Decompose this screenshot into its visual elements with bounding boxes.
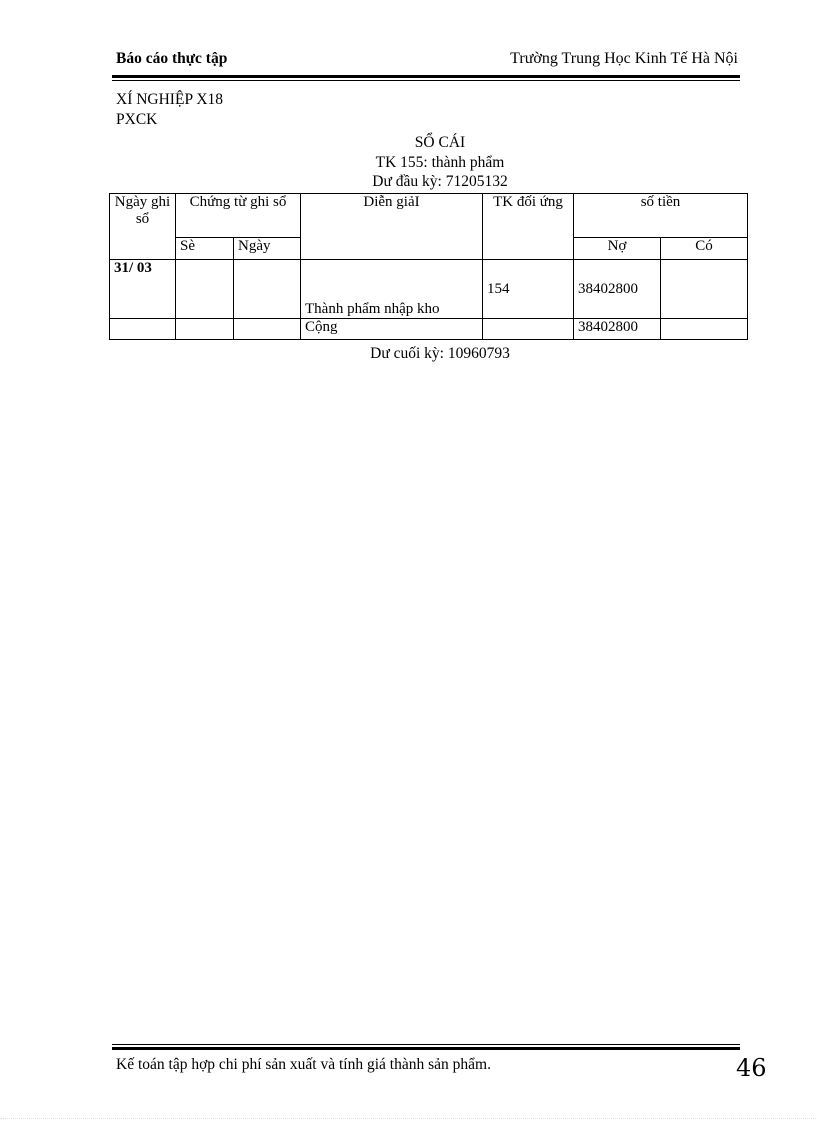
cell-voucher-no [176,260,234,319]
cell-description: Thành phẩm nhập kho [301,260,483,319]
col-header-voucher-date: Ngày [234,238,301,260]
page-number: 46 [736,1054,767,1082]
total-cell-date [110,319,176,340]
enterprise-name: XÍ NGHIỆP X18 [116,91,224,108]
col-header-voucher: Chứng từ ghi sổ [176,194,301,238]
total-cell-contra-account [483,319,574,340]
header-bar [112,50,740,70]
footer-rule-thick [112,1047,740,1050]
footer-rule-thin [112,1044,740,1045]
workshop-name: PXCK [116,111,158,128]
report-title: Báo cáo thực tập [116,50,228,67]
table-header-row [110,194,748,238]
total-label: Cộng [301,319,483,340]
col-header-amount: số tiền [574,194,748,238]
footer-caption: Kế toán tập hợp chi phí sản xuất và tính giá thành sản phẩm. [116,1056,491,1073]
cell-contra-account: 154 [483,260,574,319]
header-rule-thin [112,80,740,81]
ledger-table [109,193,748,340]
col-header-description: Diễn giảI [301,194,483,260]
col-header-voucher-no: Sè [176,238,234,260]
total-cell-voucher-no [176,319,234,340]
ledger-title: SỔ CÁI [414,134,466,151]
col-header-debit: Nợ [574,238,661,260]
col-header-date: Ngày ghi sổ [110,194,176,260]
cell-voucher-date [234,260,301,319]
ledger-account: TK 155: thành phẩm [375,154,505,171]
total-cell-voucher-date [234,319,301,340]
table-total-row [110,319,748,340]
opening-balance: Dư đầu kỳ: 71205132 [372,173,508,190]
closing-balance: Dư cuối kỳ: 10960793 [370,345,510,362]
organization-block [116,90,223,130]
table-row [110,260,748,319]
header-rule-thick [112,75,740,78]
page-bottom-edge [0,1118,816,1119]
total-debit: 38402800 [574,319,661,340]
cell-debit: 38402800 [574,260,661,319]
cell-credit [661,260,748,319]
col-header-contra-account: TK đối ứng [483,194,574,260]
school-name: Trường Trung Học Kinh Tế Hà Nội [510,50,738,67]
col-header-credit: Có [661,238,748,260]
cell-date: 31/ 03 [110,260,176,319]
total-credit [661,319,748,340]
